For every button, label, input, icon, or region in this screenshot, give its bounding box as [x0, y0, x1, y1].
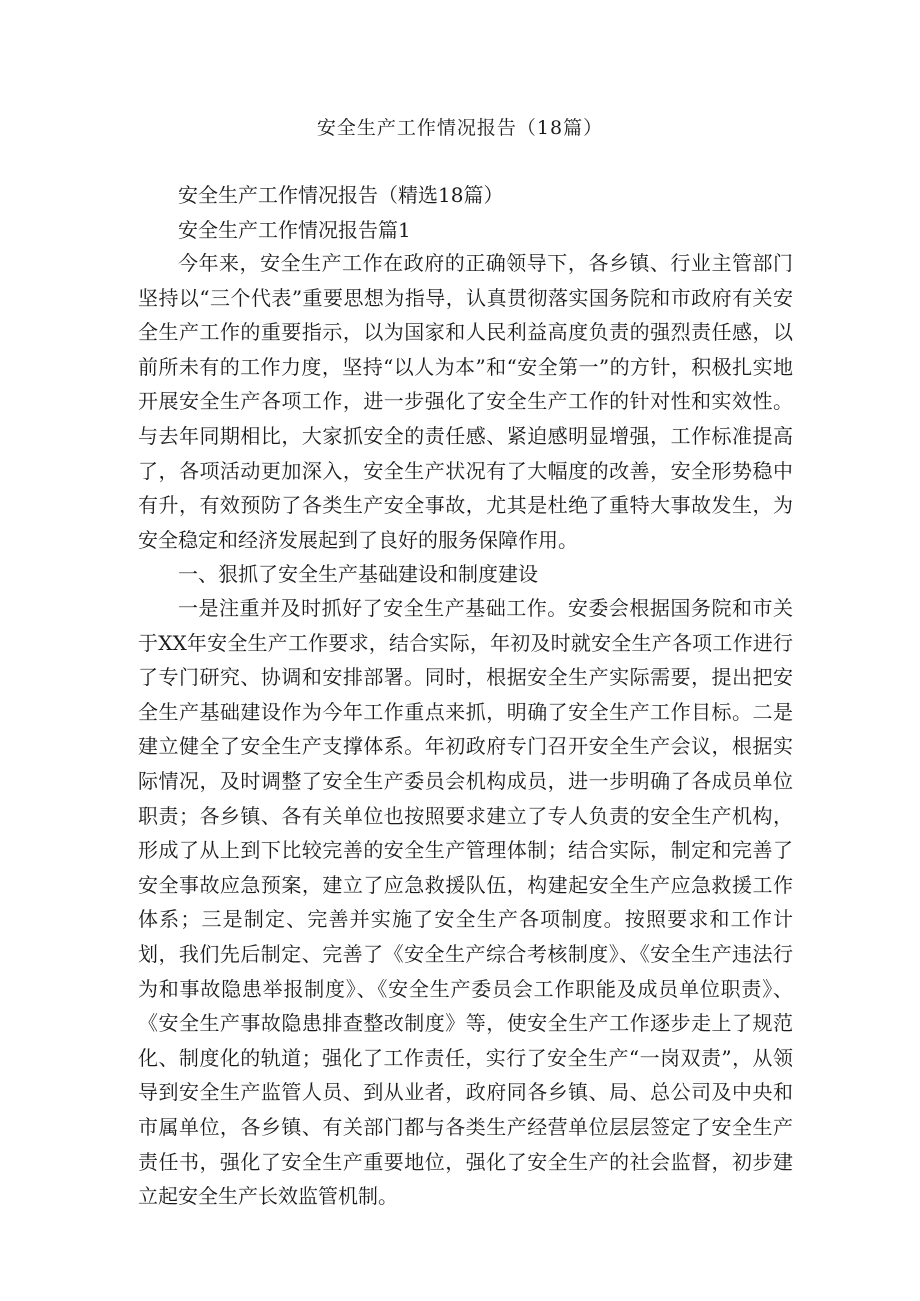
section-subheading: 一、狠抓了安全生产基础建设和制度建设 — [178, 562, 538, 586]
body-paragraph: 今年来，安全生产工作在政府的正确领导下，各乡镇、行业主管部门坚持以“三个代表”重要思想为指导，认真贯彻落实国务院和市政府有关安全生产工作的重要指示，以为国家和人民利益高度负责的强烈责任感，以前所未有的工作力度，坚持“以人为本”和“安全第一”的方针，积极扎实地开展安全生产各项工作，进一步强化了安全生产工作的针对性和实效性。与去年同期相比，大家抓安全的责任感、紧迫感明显增强，工作标准提高了，各项活动更加深入，安全生产状况有了大幅度的改善，安全形势稳中有升，有效预防了各类生产安全事故，尤其是杜绝了重特大事故发生，为安全稳定和经济发展起到了良好的服务保障作用。 — [138, 251, 793, 552]
document-title: 安全生产工作情况报告（18篇） — [316, 117, 604, 139]
body-paragraph: 一是注重并及时抓好了安全生产基础工作。安委会根据国务院和市关于XX年安全生产工作要求，结合实际，年初及时就安全生产各项工作进行了专门研究、协调和安排部署。同时，根据安全生产实际需要，提出把安全生产基础建设作为今年工作重点来抓，明确了安全生产工作目标。二是建立健全了安全生产支撑体系。年初政府专门召开安全生产会议，根据实际情况，及时调整了安全生产委员会机构成员，进一步明确了各成员单位职责；各乡镇、各有关单位也按照要求建立了专人负责的安全生产机构，形成了从上到下比较完善的安全生产管理体制；结合实际，制定和完善了安全事故应急预案，建立了应急救援队伍，构建起安全生产应急救援工作体系；三是制定、完善并实施了安全生产各项制度。按照要求和工作计划，我们先后制定、完善了《安全生产综合考核制度》、《安全生产违法行为和事故隐患举报制度》、《安全生产委员会工作职能及成员单位职责》、《安全生产事故隐患排查整改制度》等，使安全生产工作逐步走上了规范化、制度化的轨道；强化了工作责任，实行了安全生产“一岗双责”，从领导到安全生产监管人员、到从业者，政府同各乡镇、局、总公司及中央和市属单位，各乡镇、有关部门都与各类生产经营单位层层签定了安全生产责任书，强化了安全生产重要地位，强化了安全生产的社会监督，初步建立起安全生产长效监管机制。 — [138, 596, 793, 1209]
section-heading: 安全生产工作情况报告篇1 — [178, 218, 411, 242]
document-subtitle: 安全生产工作情况报告（精选18篇） — [178, 183, 504, 207]
